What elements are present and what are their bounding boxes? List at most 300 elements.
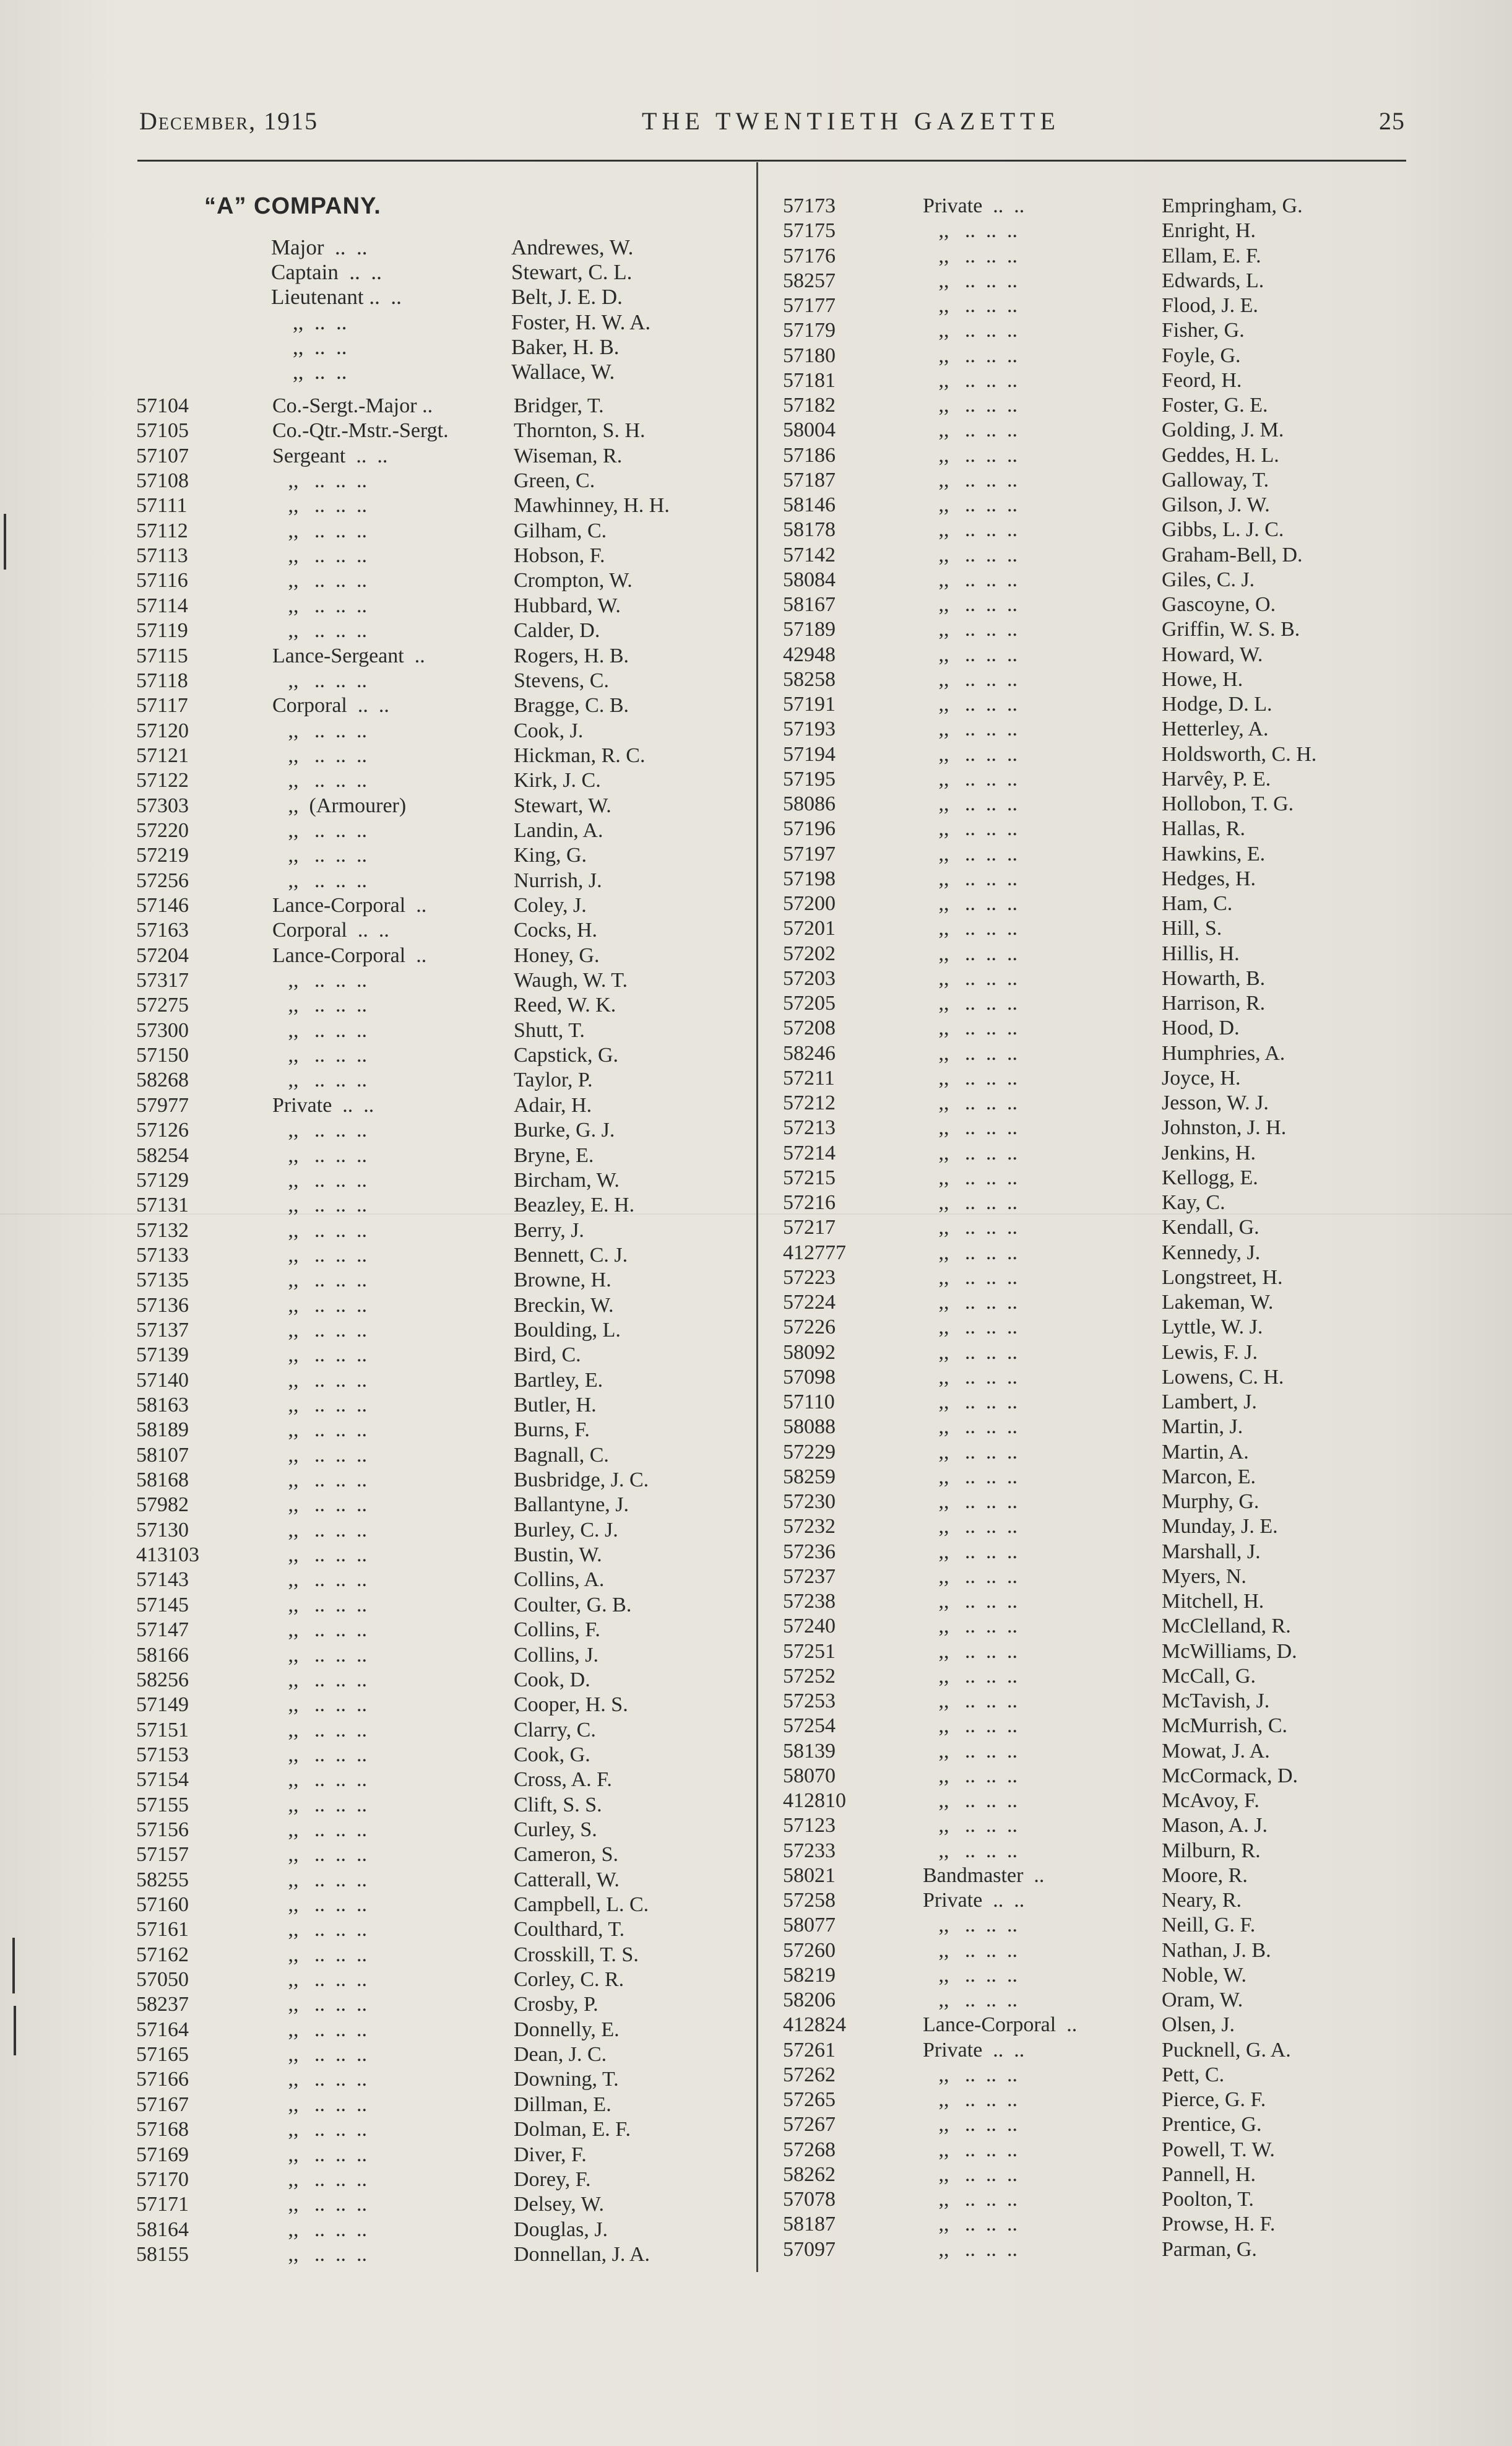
service-number: 57232 (783, 1515, 836, 1538)
rank: ,, .. .. .. (923, 942, 1017, 965)
service-number: 57155 (136, 1793, 189, 1816)
soldier-name: Howe, H. (1162, 667, 1243, 691)
rank: ,, .. .. .. (272, 1543, 367, 1567)
roll-row (783, 2213, 1402, 2237)
roll-row (136, 819, 755, 844)
soldier-name: Howard, W. (1162, 643, 1263, 666)
roll-row (783, 1939, 1402, 1964)
service-number: 57200 (783, 892, 836, 915)
soldier-name: Reed, W. K. (514, 994, 616, 1017)
rank: ,, .. .. .. (923, 419, 1017, 442)
soldier-name: McAvoy, F. (1162, 1789, 1259, 1812)
roll-row (783, 1415, 1402, 1440)
service-number: 58163 (136, 1394, 189, 1416)
rank: ,, .. .. .. (272, 1718, 367, 1741)
roll-row (136, 445, 755, 469)
rank: ,, .. .. .. (923, 219, 1017, 243)
soldier-name: Neill, G. F. (1162, 1914, 1256, 1937)
officer-row (136, 235, 755, 260)
rank: Private .. .. (923, 194, 1025, 217)
soldier-name: Cocks, H. (514, 919, 598, 942)
soldier-name: Hawkins, E. (1162, 842, 1266, 865)
soldier-name: Kirk, J. C. (514, 769, 601, 792)
rank: ,, .. .. .. (272, 469, 367, 493)
service-number: 58166 (136, 1643, 189, 1667)
service-number: 57258 (783, 1889, 836, 1912)
service-number: 58086 (783, 792, 836, 815)
roll-row (783, 2138, 1402, 2163)
roll-row (136, 794, 755, 819)
service-number: 57219 (136, 844, 189, 867)
service-number: 58167 (783, 593, 836, 616)
soldier-name: Kendall, G. (1162, 1216, 1259, 1239)
roll-row (136, 594, 755, 619)
roll-row (783, 1116, 1402, 1141)
roll-row (783, 2188, 1402, 2213)
service-number: 57205 (783, 992, 836, 1015)
soldier-name: Kay, C. (1162, 1191, 1225, 1214)
soldier-name: Powell, T. W. (1162, 2138, 1275, 2161)
rank: ,, .. .. .. (272, 2043, 367, 2067)
roll-row (783, 493, 1402, 518)
rank: ,, .. .. .. (272, 1643, 367, 1667)
soldier-name: Honey, G. (514, 943, 600, 967)
rank: ,, .. .. .. (272, 519, 367, 542)
rank: ,, .. .. .. (272, 2167, 367, 2191)
service-number: 57153 (136, 1743, 189, 1766)
soldier-name: Rogers, H. B. (514, 644, 629, 667)
roll-row (783, 843, 1402, 867)
soldier-name: King, G. (514, 844, 587, 867)
roll-row (783, 2113, 1402, 2138)
soldier-name: Stewart, W. (514, 794, 611, 817)
roll-row (136, 1244, 755, 1269)
soldier-name: McWilliams, D. (1162, 1639, 1297, 1663)
roll-row (136, 1144, 755, 1169)
soldier-name: Nathan, J. B. (1162, 1938, 1271, 1962)
rank: ,, .. .. .. (923, 667, 1017, 691)
soldier-name: Flood, J. E. (1162, 294, 1258, 317)
service-number: 58219 (783, 1963, 836, 1987)
rank: ,, .. .. .. (272, 1868, 367, 1891)
service-number: 58146 (783, 493, 836, 516)
soldier-name: Diver, F. (514, 2143, 587, 2166)
service-number: 57146 (136, 894, 189, 917)
rank: ,, .. .. .. (923, 867, 1017, 890)
roll-row (783, 294, 1402, 319)
roll-row (136, 1943, 755, 1968)
soldier-name: Lyttle, W. J. (1162, 1316, 1263, 1339)
rank: ,, .. .. .. (923, 1590, 1017, 1613)
roll-row (783, 1341, 1402, 1366)
roll-row (783, 319, 1402, 344)
roll-row (136, 1369, 755, 1394)
rank: ,, .. .. .. (923, 1739, 1017, 1763)
roll-row (783, 219, 1402, 244)
rank: ,, .. .. .. (272, 1443, 367, 1467)
roll-row (783, 593, 1402, 618)
soldier-name: Coley, J. (514, 894, 587, 917)
soldier-name: Pett, C. (1162, 2063, 1225, 2086)
roll-row (136, 1893, 755, 1918)
service-number: 57300 (136, 1018, 189, 1042)
service-number: 412777 (783, 1241, 846, 1264)
rank: Sergeant .. .. (272, 444, 388, 467)
roll-row (136, 1493, 755, 1518)
rank: ,, .. .. .. (923, 767, 1017, 791)
roll-row (136, 519, 755, 544)
rank: ,, .. .. .. (272, 844, 367, 867)
soldier-name: Pucknell, G. A. (1162, 2038, 1291, 2062)
soldier-name: Clift, S. S. (514, 1793, 602, 1816)
service-number: 58206 (783, 1988, 836, 2011)
roll-row (783, 1291, 1402, 1316)
service-number: 57265 (783, 2088, 836, 2111)
roll-row (136, 1644, 755, 1668)
service-number: 58139 (783, 1739, 836, 1763)
roll-row (136, 1793, 755, 1818)
roll-row (783, 2238, 1402, 2263)
roll-row (783, 867, 1402, 892)
service-number: 57214 (783, 1141, 836, 1164)
soldier-name: Breckin, W. (514, 1293, 614, 1317)
roll-row (783, 967, 1402, 992)
rank: ,, .. .. .. (923, 1564, 1017, 1588)
roll-row (783, 1042, 1402, 1067)
rank: ,, .. .. .. (923, 1515, 1017, 1538)
rank: ,, .. .. .. (272, 1993, 367, 2016)
rank: ,, .. .. .. (923, 1963, 1017, 1987)
rank: ,, .. .. .. (272, 1069, 367, 1092)
soldier-name: Edwards, L. (1162, 269, 1264, 292)
service-number: 58168 (136, 1468, 189, 1492)
service-number: 57119 (136, 619, 188, 643)
soldier-name: Foster, G. E. (1162, 394, 1268, 417)
soldier-name: Bragge, C. B. (514, 694, 629, 718)
service-number: 57145 (136, 1593, 189, 1616)
officer-row (136, 360, 755, 384)
service-number: 57113 (136, 544, 188, 568)
rank: ,, .. .. .. (923, 1390, 1017, 1413)
service-number: 57139 (136, 1343, 189, 1367)
soldier-name: Mowat, J. A. (1162, 1739, 1270, 1763)
soldier-name: Geddes, H. L. (1162, 443, 1279, 467)
service-number: 57108 (136, 469, 189, 493)
rank: ,, .. .. .. (272, 869, 367, 892)
soldier-name: Hodge, D. L. (1162, 693, 1272, 716)
soldier-name: Bagnall, C. (514, 1443, 609, 1467)
soldier-name: Feord, H. (1162, 368, 1242, 392)
soldier-name: Taylor, P. (514, 1069, 593, 1092)
officer-row (136, 335, 755, 360)
rank: ,, .. .. .. (272, 818, 367, 842)
service-number: 57197 (783, 842, 836, 865)
rank: ,, (Armourer) (272, 794, 407, 817)
roll-row (783, 942, 1402, 967)
rank: ,, .. .. .. (923, 294, 1017, 317)
soldier-name: Oram, W. (1162, 1988, 1243, 2011)
service-number: 58254 (136, 1143, 189, 1167)
soldier-name: Crompton, W. (514, 569, 633, 592)
roll-row (136, 1768, 755, 1793)
soldier-name: Dolman, E. F. (514, 2118, 631, 2141)
service-number: 58021 (783, 1863, 836, 1887)
soldier-name: Burley, C. J. (514, 1518, 618, 1542)
soldier-name: Olsen, J. (1162, 2013, 1235, 2037)
rank: ,, .. .. .. (272, 1893, 367, 1916)
soldier-name: Hill, S. (1162, 917, 1222, 940)
rank: ,, .. .. .. (272, 2093, 367, 2116)
roll-row (783, 1515, 1402, 1540)
rank: ,, .. .. .. (923, 2138, 1017, 2161)
roll-row (136, 969, 755, 994)
roll-row (783, 792, 1402, 817)
soldier-name: Bircham, W. (514, 1168, 620, 1192)
rank: ,, .. .. .. (272, 1768, 367, 1792)
roll-row (783, 2088, 1402, 2113)
service-number: 57194 (783, 742, 836, 766)
rank: ,, .. .. .. (272, 1343, 367, 1367)
rank: ,, .. .. .. (272, 569, 367, 592)
service-number: 413103 (136, 1543, 199, 1567)
service-number: 57112 (136, 519, 188, 542)
service-number: 57110 (783, 1390, 835, 1413)
soldier-name: Fisher, G. (1162, 319, 1245, 342)
rank: ,, .. .. .. (923, 1116, 1017, 1140)
service-number: 57215 (783, 1166, 836, 1189)
service-number: 58092 (783, 1340, 836, 1364)
service-number: 57118 (136, 669, 188, 692)
roll-row (783, 992, 1402, 1017)
service-number: 57267 (783, 2113, 836, 2136)
soldier-name: Wiseman, R. (514, 444, 623, 467)
roll-row (783, 518, 1402, 543)
roll-row (136, 869, 755, 894)
roll-row (783, 768, 1402, 792)
roll-row (136, 1993, 755, 2018)
rank: ,, .. .. .. (272, 1593, 367, 1616)
roll-row (136, 1418, 755, 1443)
roll-row (136, 944, 755, 969)
soldier-name: Moore, R. (1162, 1863, 1248, 1887)
rank: ,, .. .. .. (272, 2218, 367, 2241)
roll-row (783, 1017, 1402, 1041)
soldier-name: Hubbard, W. (514, 594, 621, 617)
rank: Lance-Corporal .. (923, 2013, 1078, 2037)
rank: ,, .. .. .. (923, 718, 1017, 741)
officer-name: Belt, J. E. D. (511, 285, 623, 310)
rank: ,, .. .. .. (272, 1394, 367, 1416)
roll-row (783, 1091, 1402, 1116)
rank: ,, .. .. .. (923, 966, 1017, 990)
roll-row (783, 1689, 1402, 1714)
service-number: 57135 (136, 1269, 189, 1292)
roll-row (136, 2168, 755, 2193)
roll-row (136, 1319, 755, 1343)
roll-row (136, 1668, 755, 1693)
roll-row (136, 494, 755, 519)
rank: ,, .. .. .. (272, 1668, 367, 1691)
roll-row (136, 1868, 755, 1893)
service-number: 58258 (783, 667, 836, 691)
roll-row (136, 1343, 755, 1368)
service-number: 57116 (136, 569, 188, 592)
roll-row (783, 2063, 1402, 2088)
service-number: 57165 (136, 2043, 189, 2067)
rank: ,, .. .. .. (923, 443, 1017, 467)
service-number: 57237 (783, 1564, 836, 1588)
rank: ,, .. .. .. (272, 1843, 367, 1867)
rank: ,, .. .. .. (923, 643, 1017, 666)
officer-row (136, 285, 755, 310)
service-number: 57142 (783, 543, 836, 566)
soldier-name: Adair, H. (514, 1093, 592, 1117)
soldier-name: Donnellan, J. A. (514, 2242, 650, 2266)
roll-row (136, 1269, 755, 1293)
soldier-name: Hickman, R. C. (514, 744, 646, 767)
service-number: 57136 (136, 1293, 189, 1317)
soldier-name: Hedges, H. (1162, 867, 1256, 890)
soldier-name: Crosskill, T. S. (514, 1943, 639, 1966)
soldier-name: Jenkins, H. (1162, 1141, 1256, 1164)
roll-row (136, 1568, 755, 1593)
rank: ,, .. .. .. (923, 1340, 1017, 1364)
service-number: 57111 (136, 494, 188, 518)
soldier-name: Downing, T. (514, 2068, 619, 2091)
soldier-name: Hollobon, T. G. (1162, 792, 1294, 815)
service-number: 57156 (136, 1818, 189, 1841)
soldier-name: McTavish, J. (1162, 1689, 1270, 1712)
service-number: 57233 (783, 1839, 836, 1862)
roll-row (783, 1839, 1402, 1864)
soldier-name: Waugh, W. T. (514, 969, 628, 992)
soldier-name: Pierce, G. F. (1162, 2088, 1266, 2111)
soldier-name: Campbell, L. C. (514, 1893, 649, 1916)
rank: ,, .. .. .. (923, 1465, 1017, 1488)
service-number: 57104 (136, 394, 189, 417)
rank: ,, .. .. .. (272, 1143, 367, 1167)
header-title: THE TWENTIETH GAZETTE (642, 107, 1060, 135)
service-number: 57167 (136, 2093, 189, 2116)
service-number: 42948 (783, 643, 836, 666)
soldier-name: Bird, C. (514, 1343, 581, 1367)
rank: ,, .. .. .. (923, 1938, 1017, 1962)
service-number: 57105 (136, 419, 189, 443)
soldier-name: Kennedy, J. (1162, 1241, 1261, 1264)
service-number: 57216 (783, 1191, 836, 1214)
service-number: 57078 (783, 2188, 836, 2211)
service-number: 58246 (783, 1041, 836, 1065)
roll-row (783, 668, 1402, 693)
rank: ,, .. .. .. (272, 1243, 367, 1267)
service-number: 57236 (783, 1540, 836, 1563)
rank: ,, .. .. .. (923, 319, 1017, 342)
rank: ,, .. .. .. (272, 544, 367, 568)
roll-row (783, 1988, 1402, 2013)
roll-row (136, 744, 755, 769)
soldier-name: Golding, J. M. (1162, 419, 1284, 442)
service-number: 57180 (783, 344, 836, 367)
soldier-name: Butler, H. (514, 1394, 597, 1416)
service-number: 57223 (783, 1265, 836, 1289)
soldier-name: Cook, J. (514, 719, 584, 742)
rank: ,, .. .. .. (923, 1814, 1017, 1837)
officer-name: Baker, H. B. (511, 334, 620, 359)
service-number: 57147 (136, 1618, 189, 1642)
rank: ,, .. .. .. (272, 1743, 367, 1766)
header-rule (137, 160, 1406, 162)
rank: ,, .. .. .. (272, 2193, 367, 2216)
service-number: 57198 (783, 867, 836, 890)
soldier-name: Griffin, W. S. B. (1162, 618, 1300, 641)
soldier-name: Hallas, R. (1162, 817, 1246, 841)
officer-rank: ,, .. .. (271, 310, 347, 334)
service-number: 57187 (783, 468, 836, 492)
rank: ,, .. .. .. (923, 543, 1017, 566)
roll-row (783, 2039, 1402, 2063)
service-number: 58004 (783, 419, 836, 442)
rank: Lance-Corporal .. (272, 894, 427, 917)
roll-row (783, 1241, 1402, 1266)
service-number: 57224 (783, 1291, 836, 1314)
service-number: 58070 (783, 1764, 836, 1787)
officer-rank: ,, .. .. (271, 360, 347, 384)
service-number: 57261 (783, 2038, 836, 2062)
service-number: 57196 (783, 817, 836, 841)
soldier-name: Empringham, G. (1162, 194, 1303, 217)
service-number: 57115 (136, 644, 188, 667)
rank: ,, .. .. .. (923, 1839, 1017, 1862)
soldier-name: Murphy, G. (1162, 1490, 1259, 1513)
service-number: 57175 (783, 219, 836, 243)
service-number: 57157 (136, 1843, 189, 1867)
roll-row (783, 693, 1402, 718)
soldier-name: Shutt, T. (514, 1018, 585, 1042)
roll-row (136, 1444, 755, 1468)
roll-row (783, 892, 1402, 917)
rank: ,, .. .. .. (923, 1415, 1017, 1439)
rank: ,, .. .. .. (272, 2242, 367, 2266)
soldier-name: McCormack, D. (1162, 1764, 1298, 1787)
roll-row (136, 2243, 755, 2268)
rank: ,, .. .. .. (923, 1615, 1017, 1638)
soldier-name: Stevens, C. (514, 669, 609, 692)
soldier-name: Marcon, E. (1162, 1465, 1256, 1488)
margin-mark (14, 2006, 16, 2055)
service-number: 58189 (136, 1418, 189, 1442)
roll-row (136, 1618, 755, 1643)
soldier-name: Douglas, J. (514, 2218, 608, 2241)
rank: ,, .. .. .. (923, 1191, 1017, 1214)
roll-row (136, 469, 755, 494)
roll-row (783, 394, 1402, 419)
rank: ,, .. .. .. (923, 593, 1017, 616)
rank: ,, .. .. .. (923, 1689, 1017, 1712)
rank: ,, .. .. .. (272, 594, 367, 617)
roll-row (136, 419, 755, 444)
roll-row (783, 194, 1402, 219)
roll-row (136, 1394, 755, 1418)
service-number: 57114 (136, 594, 188, 617)
soldier-name: Collins, J. (514, 1643, 598, 1667)
service-number: 57217 (783, 1216, 836, 1239)
service-number: 58088 (783, 1415, 836, 1439)
soldier-name: Beazley, E. H. (514, 1194, 635, 1217)
roll-row (783, 444, 1402, 469)
rank: ,, .. .. .. (923, 344, 1017, 367)
rank: ,, .. .. .. (923, 892, 1017, 915)
soldier-name: Delsey, W. (514, 2193, 605, 2216)
